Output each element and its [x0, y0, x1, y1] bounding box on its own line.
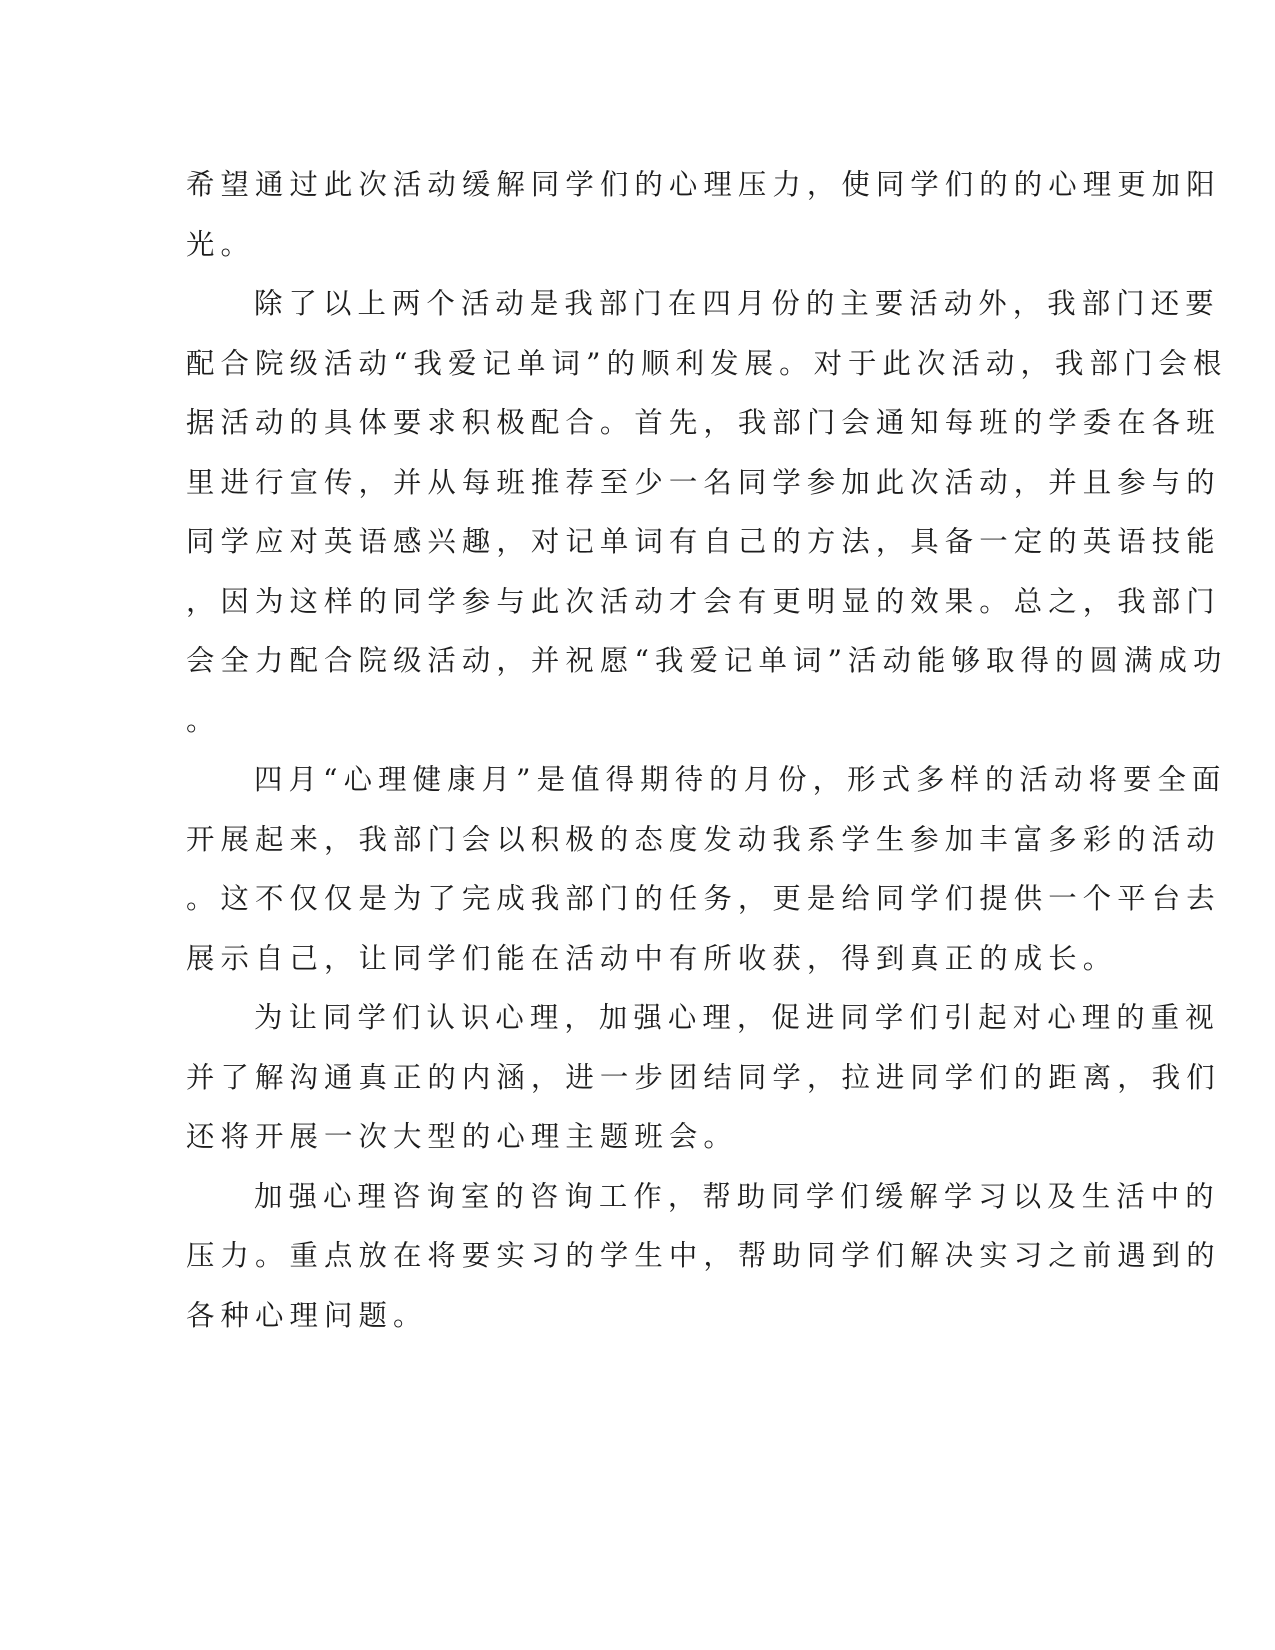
text-line: 展示自己，让同学们能在活动中有所收获，得到真正的成长。 [186, 941, 1118, 975]
text-line: 据活动的具体要求积极配合。首先，我部门会通知每班的学委在各班 [186, 406, 1221, 439]
text-line: 同学应对英语感兴趣，对记单词有自己的方法，具备一定的英语技能 [186, 525, 1221, 558]
text-line: 希望通过此次活动缓解同学们的心理压力，使同学们的的心理更加阳 [186, 168, 1221, 201]
text-line: ，因为这样的同学参与此次活动才会有更明显的效果。总之，我部门 [186, 584, 1221, 618]
text-line: 会全力配合院级活动，并祝愿“我爱记单词”活动能够取得的圆满成功 [186, 644, 1228, 677]
text-line: 开展起来，我部门会以积极的态度发动我系学生参加丰富多彩的活动 [186, 822, 1221, 856]
text-line: 压力。重点放在将要实习的学生中，帮助同学们解决实习之前遇到的 [186, 1239, 1221, 1272]
paragraph-3 [186, 750, 1227, 988]
text-line: 里进行宣传，并从每班推荐至少一名同学参加此次活动，并且参与的 [186, 465, 1221, 499]
text-line: 。这不仅仅是为了完成我部门的任务，更是给同学们提供一个平台去 [186, 882, 1221, 915]
text-line: 配合院级活动“我爱记单词”的顺利发展。对于此次活动，我部门会根 [186, 346, 1228, 380]
text-line: 并了解沟通真正的内涵，进一步团结同学，拉进同学们的距离，我们 [186, 1060, 1221, 1094]
text-line: 。 [186, 703, 221, 737]
paragraph-1 [186, 155, 1221, 274]
text-line: 为让同学们认识心理，加强心理，促进同学们引起对心理的重视 [254, 1001, 1220, 1034]
paragraph-5 [186, 1167, 1221, 1346]
text-line: 光。 [186, 227, 255, 261]
paragraph-4 [186, 988, 1221, 1167]
document-body [186, 155, 1228, 1345]
text-line: 四月“心理健康月”是值得期待的月份，形式多样的活动将要全面 [254, 763, 1227, 796]
paragraph-2 [186, 274, 1228, 750]
text-line: 除了以上两个活动是我部门在四月份的主要活动外，我部门还要 [254, 287, 1220, 320]
text-line: 加强心理咨询室的咨询工作，帮助同学们缓解学习以及生活中的 [254, 1179, 1220, 1213]
text-line: 各种心理问题。 [186, 1298, 428, 1332]
text-line: 还将开展一次大型的心理主题班会。 [186, 1120, 738, 1153]
